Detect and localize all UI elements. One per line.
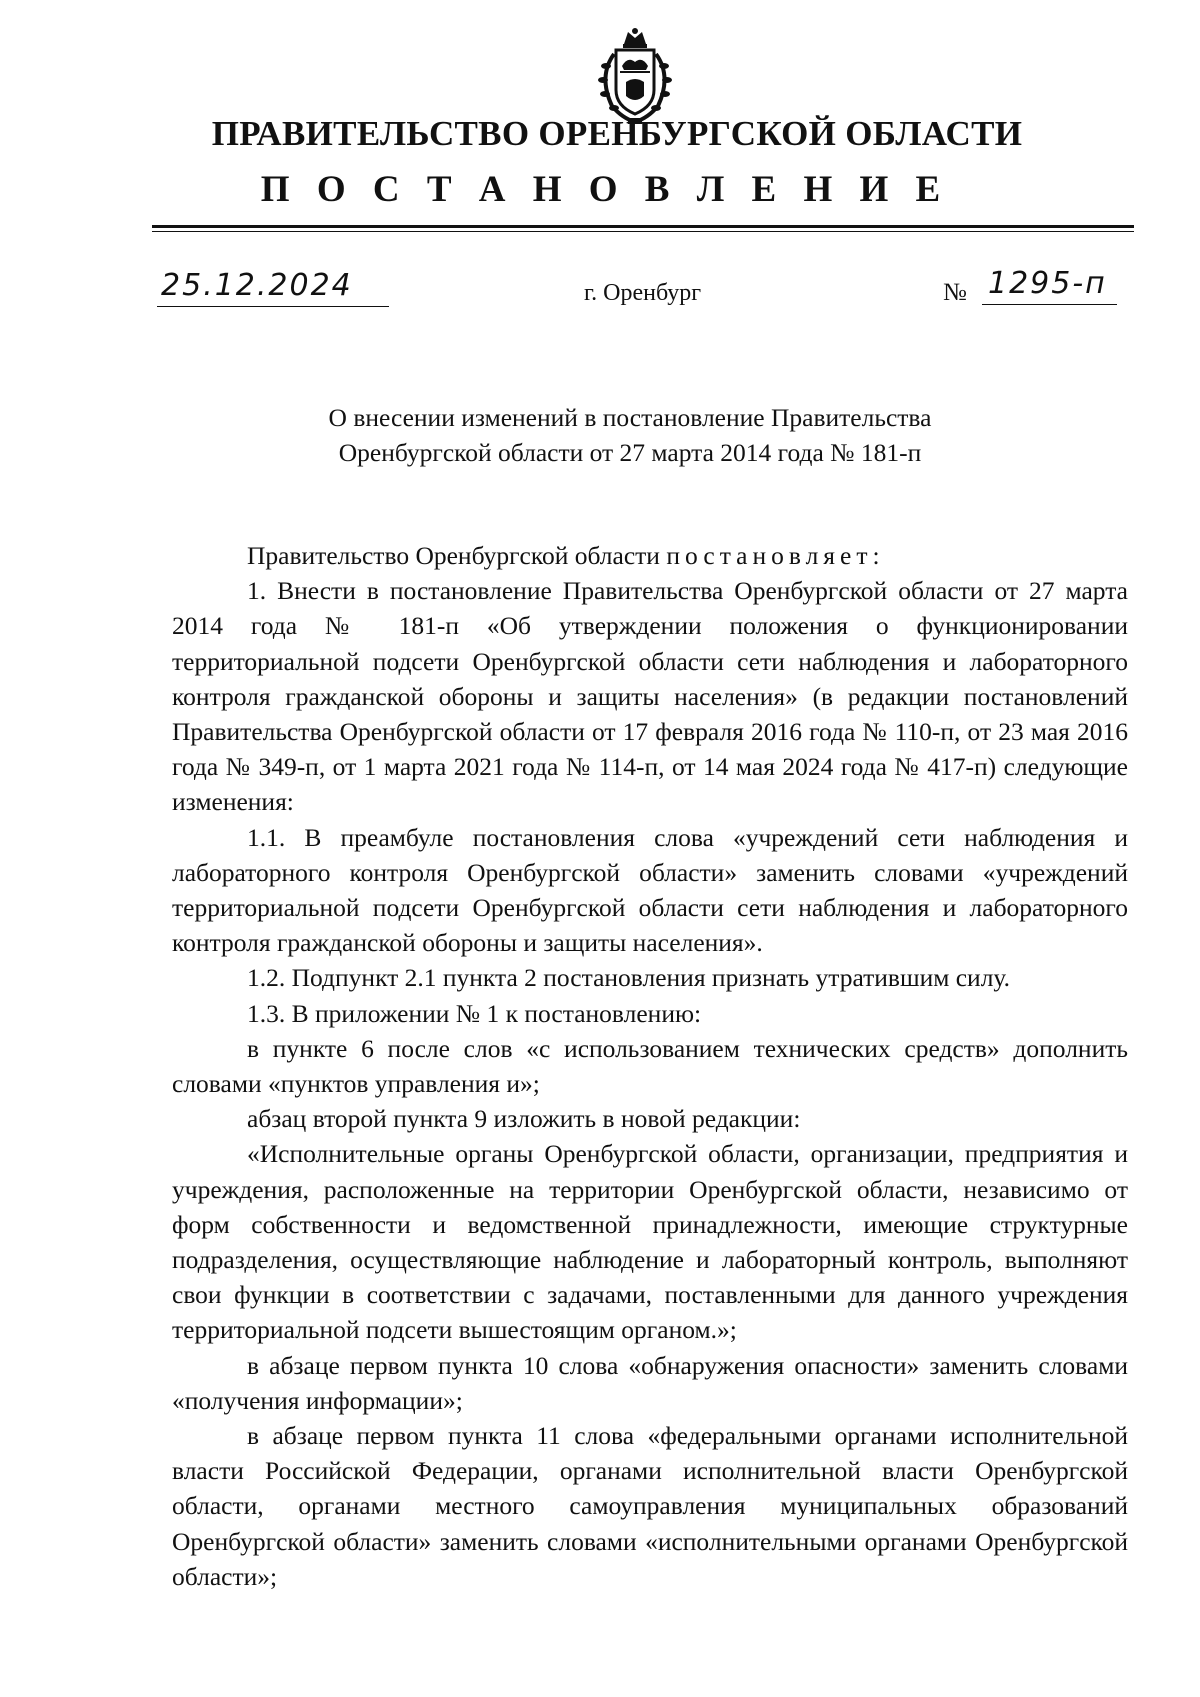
coat-of-arms-icon <box>588 26 682 126</box>
document-date <box>157 268 389 308</box>
document-type-title: П О С Т А Н О В Л Е Н И Е <box>260 169 950 210</box>
document-body <box>172 538 1128 1594</box>
header-divider-thick <box>152 225 1134 228</box>
paragraph-1-2: 1.2. Подпункт 2.1 пункта 2 постановления признать утратившим силу. <box>247 963 1010 993</box>
date-underline <box>157 306 389 307</box>
paragraph-quote: «Исполнительные органы Оренбургской области, организации, предприятия и учреждения, расположенные на территории Оренбургской области, независимо от форм собственности и ведомственной принадлежности, имеющие структурные подразделения, осуществляющие наблюдение и лабораторный контроль, выполняют свои функции в соответствии с задачами, поставленными для данного учреждения территориальной подсети вышестоящим органом.»; <box>172 1139 1128 1345</box>
header-divider-thin <box>152 231 1134 232</box>
organization-title: ПРАВИТЕЛЬСТВО ОРЕНБУРГСКОЙ ОБЛАСТИ <box>211 114 1023 153</box>
preamble <box>172 538 1128 573</box>
paragraph-item-9: абзац второй пункта 9 изложить в новой редакции: <box>247 1104 801 1134</box>
subject-line-2: Оренбургской области от 27 марта 2014 года № 181-п <box>338 438 922 467</box>
paragraph-item-10: в абзаце первом пункта 10 слова «обнаружения опасности» заменить словами «получения информации»; <box>172 1350 1128 1415</box>
paragraph-1: 1. Внести в постановление Правительства Оренбургской области от 27 марта 2014 года № 181-п «Об утверждении положения о функционировании территориальной подсети Оренбургской области сети наблюдения и лабораторного контроля гражданской обороны и защиты населения» (в редакции постановлений Правительства Оренбургской области от 17 февраля 2016 года № 110-п, от 23 мая 2016 года № 349-п, от 1 марта 2021 года № 114-п, от 14 мая 2024 года № 417-п) следующие изменения: <box>172 576 1128 817</box>
document-number-value: 1295-п <box>988 266 1107 301</box>
preamble-text: Правительство Оренбургской области <box>247 541 667 570</box>
document-number-label: № <box>943 279 967 306</box>
document-subject <box>30 400 1200 470</box>
preamble-resolves: постановляет: <box>666 541 885 570</box>
document-number <box>982 266 1117 306</box>
document-date-value: 25.12.2024 <box>161 268 353 303</box>
number-underline <box>982 304 1117 305</box>
subject-line-1: О внесении изменений в постановление Правительства <box>328 403 932 432</box>
paragraph-1-1: 1.1. В преамбуле постановления слова «учреждений сети наблюдения и лабораторного контроля Оренбургской области» заменить словами «учреждений территориальной подсети Оренбургской области сети наблюдения и лабораторного контроля гражданской обороны и защиты населения». <box>172 822 1128 958</box>
paragraph-1-3: 1.3. В приложении № 1 к постановлению: <box>247 998 702 1028</box>
paragraph-item-11: в абзаце первом пункта 11 слова «федеральными органами исполнительной власти Российской Федерации, органами исполнительной власти Оренбургской области, органами местного самоуправления муниципальных образований Оренбургской области» заменить словами «исполнительными органами Оренбургской области»; <box>172 1421 1128 1591</box>
paragraph-item-6: в пункте 6 после слов «с использованием технических средств» дополнить словами «пунктов управления и»; <box>172 1033 1128 1099</box>
document-city: г. Оренбург <box>584 280 702 306</box>
